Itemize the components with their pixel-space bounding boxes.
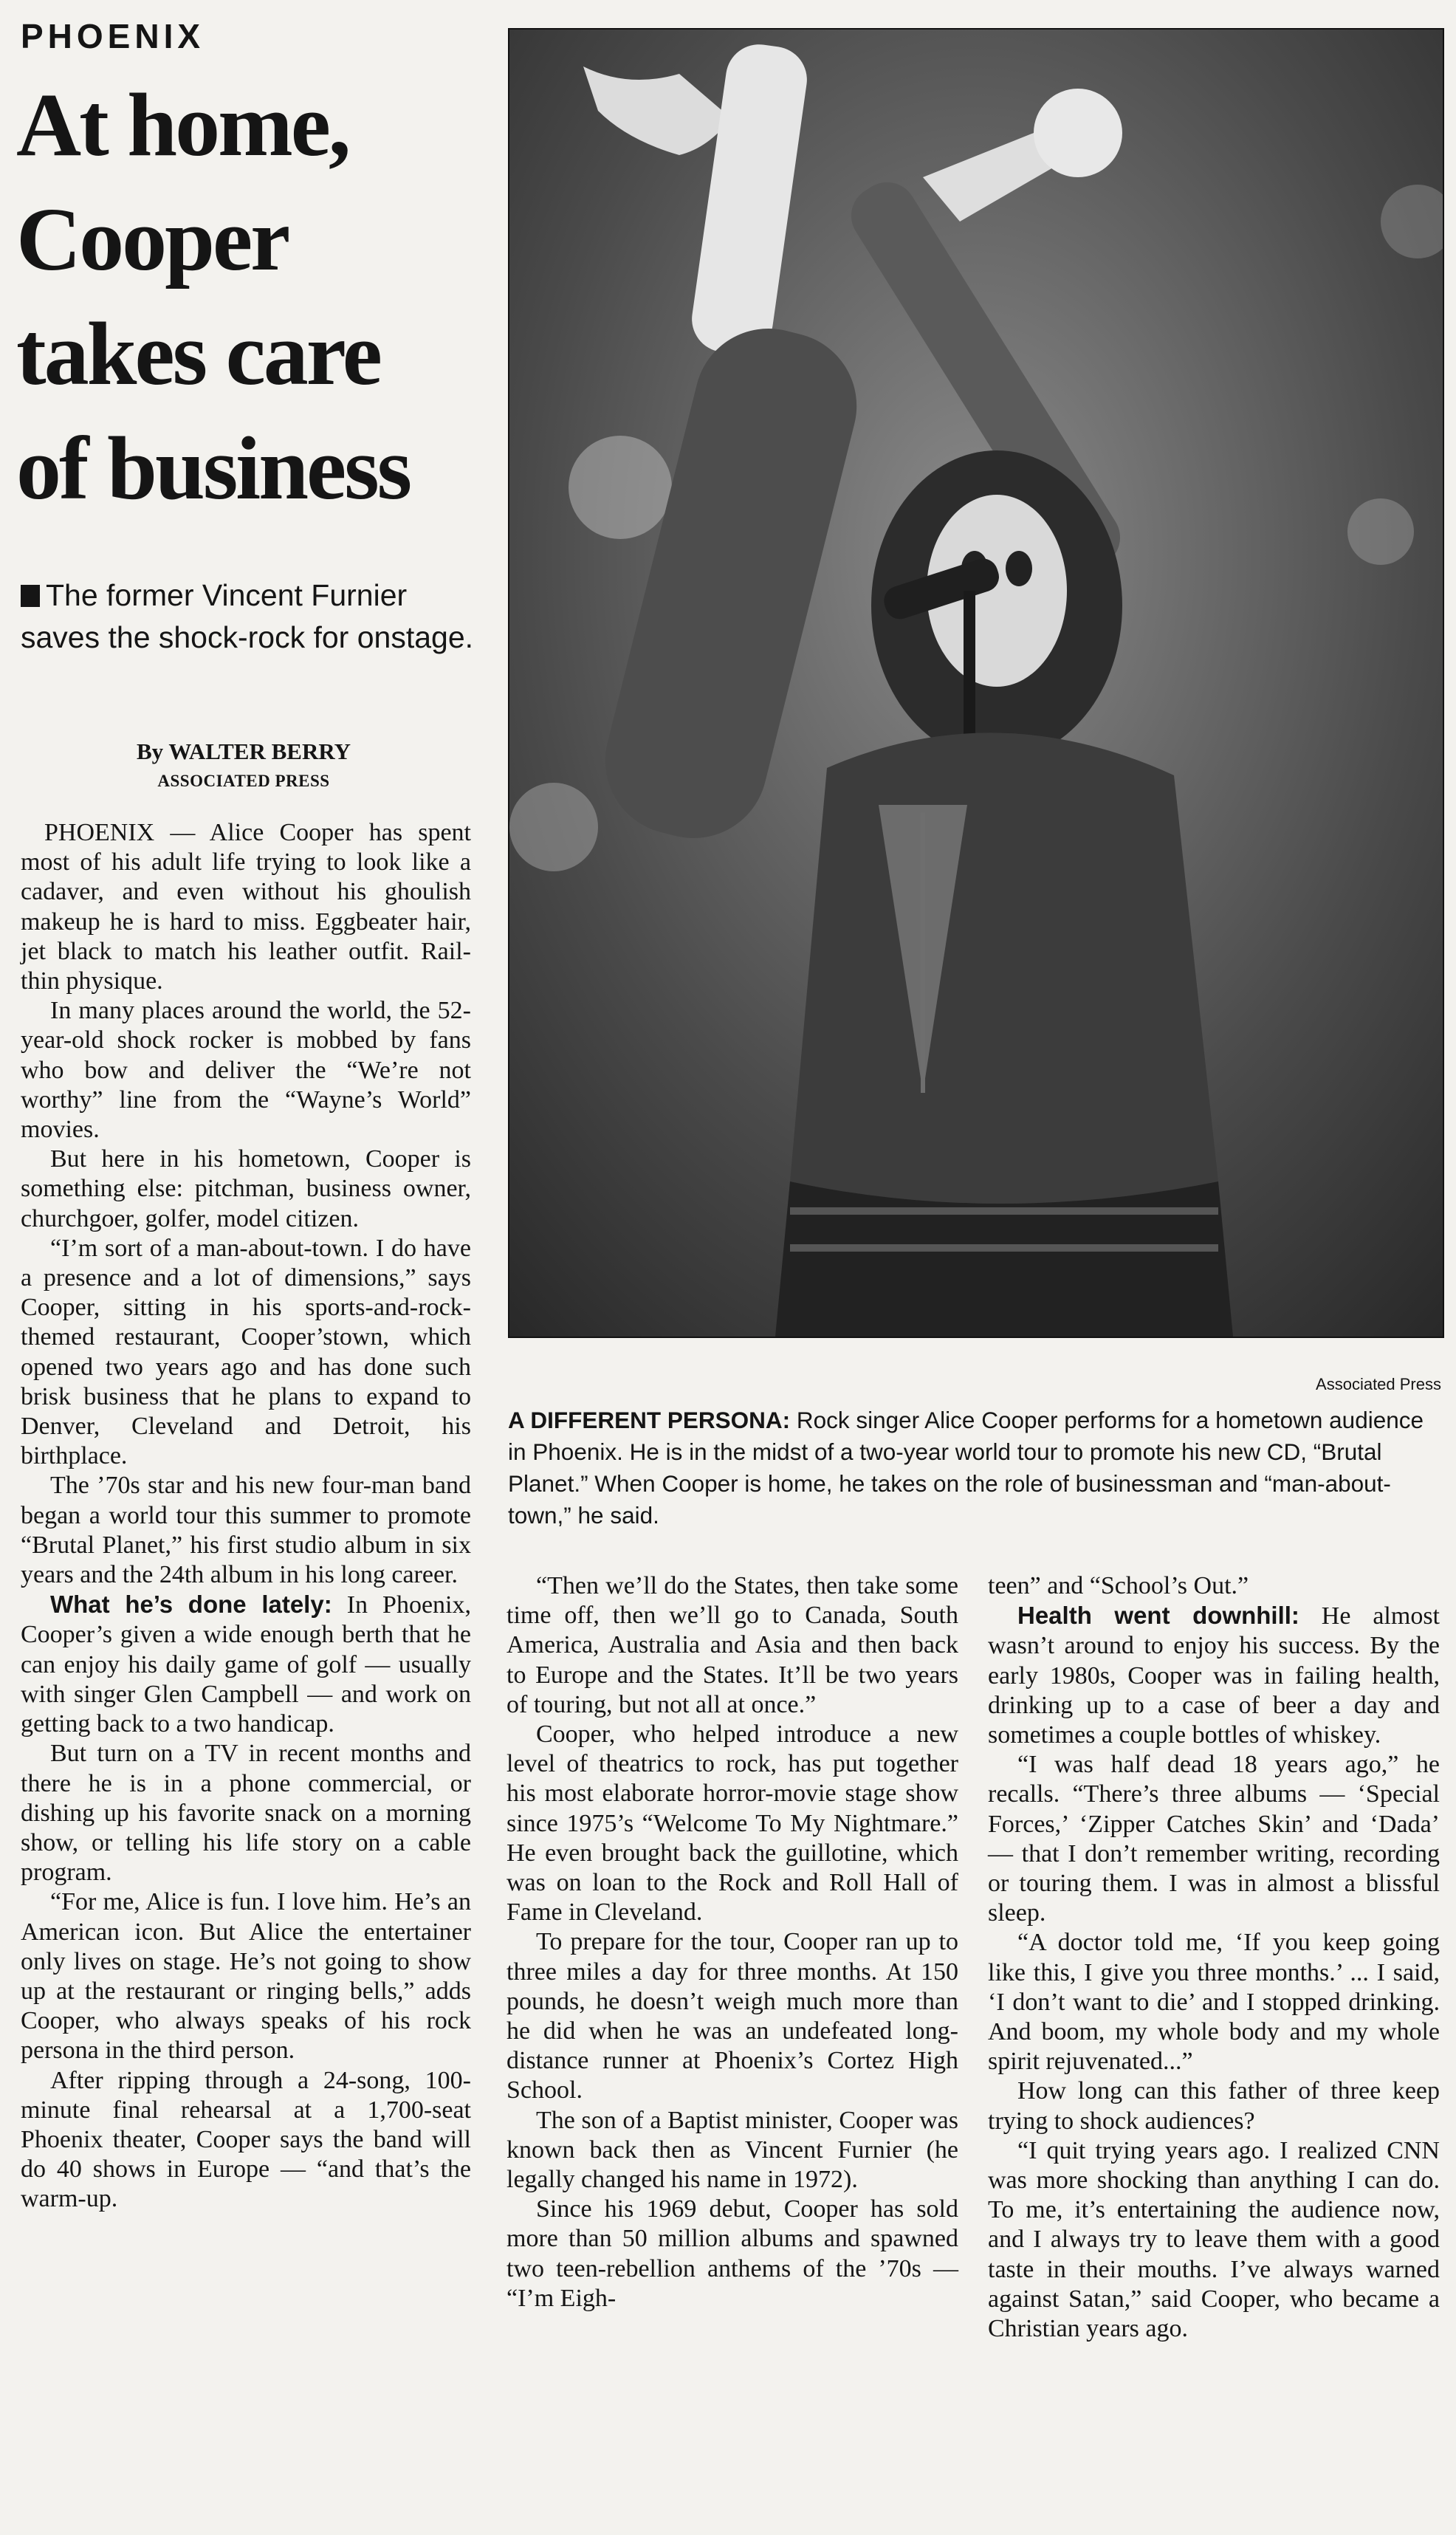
paragraph: But here in his hometown, Cooper is something else: pitchman, business owner, churchgoer, golfer, model citizen. [21, 1145, 471, 1232]
headline-line: of business [16, 419, 411, 518]
concert-photo [508, 28, 1444, 1338]
photo-caption [508, 1404, 1441, 1531]
paragraph-text: He almost wasn’t around to enjoy his success. By the early 1980s, Cooper was in failing health, drinking up to a case of beer a day and sometimes a couple bottles of whiskey. [988, 1602, 1440, 1749]
byline-org: ASSOCIATED PRESS [157, 772, 330, 790]
paragraph: teen” and “School’s Out.” [988, 1572, 1249, 1599]
paragraph [988, 1601, 1440, 1750]
paragraph: “Then we’ll do the States, then take some time off, then we’ll go to Canada, South America, Australia and Asia and then back to Europe and the States. It’ll be two years of touring, but not all at once.” [506, 1572, 958, 1718]
paragraph: After ripping through a 24-song, 100-minute final rehearsal at a 1,700-seat Phoenix theater, Cooper says the band will do 40 shows in Europe — “and that’s the warm-up. [21, 2066, 471, 2213]
paragraph: The son of a Baptist minister, Cooper was known back then as Vincent Furnier (he legally changed his name in 1972). [506, 2106, 958, 2194]
caption-text: Rock singer Alice Cooper performs for a hometown audience in Phoenix. He is in the midst of a two-year world tour to promote his new CD, “Brutal Planet.” When Cooper is home, he takes on the role of businessman and “man-about-town,” he said. [508, 1407, 1424, 1529]
caption-label: A DIFFERENT PERSONA: [508, 1407, 791, 1433]
paragraph [21, 1590, 471, 1739]
paragraph: To prepare for the tour, Cooper ran up to three miles a day for three months. At 150 pounds, he doesn’t weigh much more than he did when he was an undefeated long-distance runner at Phoenix’s Cortez High School. [506, 1928, 958, 2105]
article-column-2 [506, 1571, 958, 2313]
article-column-3 [988, 1571, 1440, 2344]
deck-text: The former Vincent Furnier saves the shock-rock for onstage. [21, 578, 474, 654]
paragraph: “For me, Alice is fun. I love him. He’s an American icon. But Alice the entertainer only lives on stage. He’s not going to show up at the restaurant or ringing bells,” adds Cooper, who always speaks of his rock persona in the third person. [21, 1888, 471, 2065]
subhead: What he’s done lately: [50, 1591, 332, 1619]
paragraph: “I’m sort of a man-about-town. I do have a presence and a lot of dimensions,” says Cooper, sitting in his sports-and-rock-themed restaurant, Cooper’stown, which opened two years ago and has done such brisk business that he plans to expand to Denver, Cleveland and Detroit, his birthplace. [21, 1234, 471, 1470]
byline-name: By WALTER BERRY [136, 738, 351, 764]
photo-credit: Associated Press [1316, 1375, 1441, 1393]
headline [16, 68, 504, 526]
bullet-square-icon [21, 585, 40, 607]
paragraph: In many places around the world, the 52-year-old shock rocker is mobbed by fans who bow and deliver the “We’re not worthy” line from the “Wayne’s World” movies. [21, 997, 471, 1144]
photo-illustration [509, 30, 1443, 1337]
paragraph: How long can this father of three keep trying to shock audiences? [988, 2077, 1440, 2135]
article-column-1 [21, 818, 471, 2215]
paragraph [21, 818, 471, 996]
paragraph: The ’70s star and his new four-man band began a world tour this summer to promote “Brutal Planet,” his first studio album in six years and the 24th album in his long career. [21, 1472, 471, 1589]
headline-line: At home, [16, 75, 349, 175]
paragraph-text: In Phoenix, Cooper’s given a wide enough berth that he can enjoy his daily game of golf — usually with singer Glen Campbell — and work on getting back to a two handicap. [21, 1591, 471, 1738]
paragraph-text: PHOENIX — Alice Cooper has spent most of his adult life trying to look like a cadaver, and even without his ghoulish makeup he is hard to miss. Eggbeater hair, jet black to match his leather outfit. Rail-thin physique. [21, 819, 471, 995]
paragraph: Since his 1969 debut, Cooper has sold more than 50 million albums and spawned two teen-rebellion anthems of the ’70s — “I’m Eigh- [506, 2195, 958, 2312]
paragraph: “I was half dead 18 years ago,” he recalls. “There’s three albums — ‘Special Forces,’ ‘Zipper Catches Skin’ and ‘Dada’ — that I don’t remember writing, recording or touring them. I was in almost a blissful sleep. [988, 1751, 1440, 1927]
headline-line: Cooper [16, 190, 289, 289]
deck [21, 574, 478, 659]
section-kicker: PHOENIX [21, 17, 205, 55]
headline-line: takes care [16, 304, 380, 404]
subhead: Health went downhill: [1017, 1602, 1299, 1630]
paragraph: “I quit trying years ago. I realized CNN was more shocking than anything I can do. To me, it’s entertaining the audience now, and I always try to leave them with a good taste in their mouths. I’ve always warned against Satan,” said Cooper, who became a Christian years ago. [988, 2136, 1440, 2343]
paragraph: But turn on a TV in recent months and there he is in a phone commercial, or dishing up his favorite snack on a morning show, or telling his life story on a cable program. [21, 1740, 471, 1887]
paragraph: “A doctor told me, ‘If you keep going like this, I give you three months.’ ... I said, ‘I don’t want to die’ and I stopped drinking. And boom, my whole body and my whole spirit rejuvenated...” [988, 1929, 1440, 2076]
paragraph: Cooper, who helped introduce a new level of theatrics to rock, has put together his most elaborate horror-movie stage show since 1975’s “Welcome To My Nightmare.” He even brought back the guillotine, which was on loan to the Rock and Roll Hall of Fame in Cleveland. [506, 1721, 958, 1927]
byline [0, 737, 487, 796]
